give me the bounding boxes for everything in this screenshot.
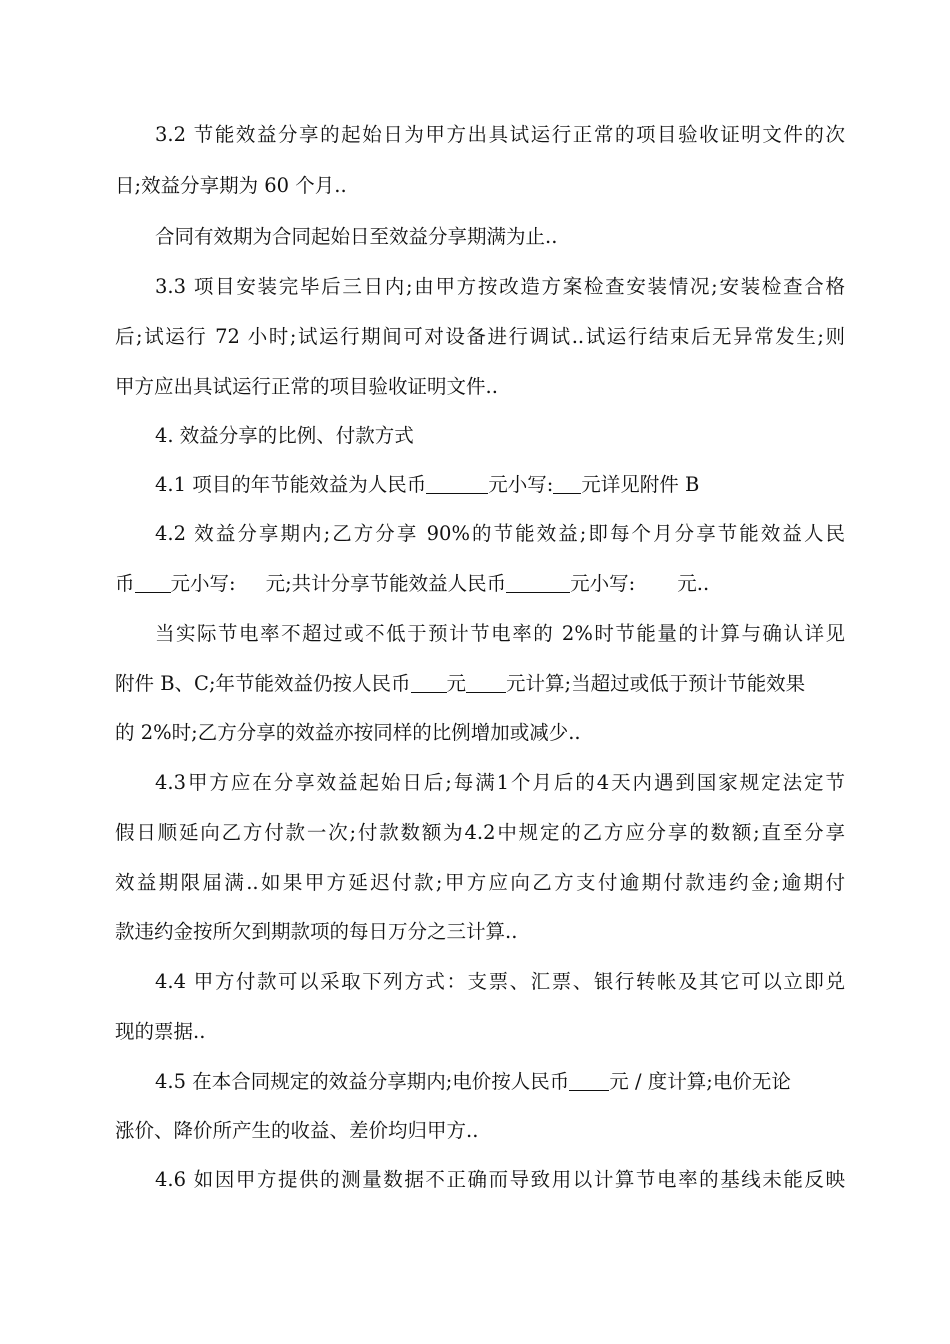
paragraph-4-5-text-b: 元 / 度计算;电价无论 — [609, 1070, 791, 1093]
paragraph-4-2-text-d: 元小写: — [570, 572, 636, 595]
paragraph-4-4-line-1: 4.4 甲方付款可以采取下列方式：支票、汇票、银行转帐及其它可以立即兑 — [155, 970, 845, 993]
paragraph-4-1-text-c: 元详见附件 B — [581, 473, 700, 496]
paragraph-4-1-line-1 — [155, 468, 845, 502]
deviation-line-1: 当实际节电率不超过或不低于预计节电率的 2%时节能量的计算与确认详见 — [155, 622, 845, 645]
amount-blank — [553, 471, 581, 494]
amount-blank — [426, 471, 488, 494]
paragraph-3-2-line-1: 3.2 节能效益分享的起始日为甲方出具试运行正常的项目验收证明文件的次 — [155, 123, 845, 146]
paragraph-4-2-text-b: 元小写: — [170, 572, 236, 595]
paragraph-3-3-line-3: 甲方应出具试运行正常的项目验收证明文件.. — [115, 375, 498, 398]
paragraph-4-3-line-2: 假日顺延向乙方付款一次;付款数额为4.2中规定的乙方应分享的数额;直至分享 — [115, 821, 845, 844]
paragraph-4-5-text-a: 4.5 在本合同规定的效益分享期内;电价按人民币 — [155, 1070, 570, 1093]
amount-blank — [411, 670, 447, 693]
paragraph-4-1-text-a: 4.1 项目的年节能效益为人民币 — [155, 473, 427, 496]
paragraph-4-3-line-1: 4.3甲方应在分享效益起始日后;每满1个月后的4天内遇到国家规定法定节 — [155, 771, 845, 794]
paragraph-4-3-line-4: 款违约金按所欠到期款项的每日万分之三计算.. — [115, 920, 518, 943]
deviation-line-2 — [115, 667, 845, 701]
contract-validity-line: 合同有效期为合同起始日至效益分享期满为止.. — [155, 225, 558, 248]
price-blank — [569, 1068, 609, 1091]
amount-blank — [135, 570, 171, 593]
paragraph-4-5-line-2: 涨价、降价所产生的收益、差价均归甲方.. — [115, 1119, 479, 1142]
paragraph-4-6-line-1: 4.6 如因甲方提供的测量数据不正确而导致用以计算节电率的基线未能反映 — [155, 1168, 845, 1191]
deviation-text-b: 元 — [446, 672, 467, 695]
deviation-text-c: 元计算;当超过或低于预计节能效果 — [506, 672, 806, 695]
deviation-line-3: 的 2%时;乙方分享的效益亦按同样的比例增加或减少.. — [115, 721, 581, 744]
paragraph-3-2-line-2: 日;效益分享期为 60 个月.. — [115, 174, 347, 197]
deviation-text-a: 附件 B、C;年节能效益仍按人民币 — [115, 672, 411, 695]
section-4-heading: 4. 效益分享的比例、付款方式 — [155, 424, 414, 447]
paragraph-4-5-line-1 — [155, 1065, 845, 1099]
amount-blank — [506, 570, 570, 593]
amount-blank — [466, 670, 506, 693]
paragraph-4-1-text-b: 元小写: — [488, 473, 554, 496]
paragraph-4-2-line-2 — [115, 567, 845, 601]
paragraph-4-2-text-e: 元.. — [677, 572, 710, 595]
paragraph-4-3-line-3: 效益期限届满..如果甲方延迟付款;甲方应向乙方支付逾期付款违约金;逾期付 — [115, 871, 845, 894]
paragraph-4-2-text-c: 元;共计分享节能效益人民币 — [265, 572, 507, 595]
paragraph-4-2-line-1: 4.2 效益分享期内;乙方分享 90%的节能效益;即每个月分享节能效益人民 — [155, 522, 845, 545]
paragraph-4-4-line-2: 现的票据.. — [115, 1020, 206, 1043]
paragraph-3-3-line-1: 3.3 项目安装完毕后三日内;由甲方按改造方案检查安装情况;安装检查合格 — [155, 275, 845, 298]
paragraph-4-2-text-a: 币 — [115, 572, 135, 595]
paragraph-3-3-line-2: 后;试运行 72 小时;试运行期间可对设备进行调试..试运行结束后无异常发生;则 — [115, 325, 845, 348]
